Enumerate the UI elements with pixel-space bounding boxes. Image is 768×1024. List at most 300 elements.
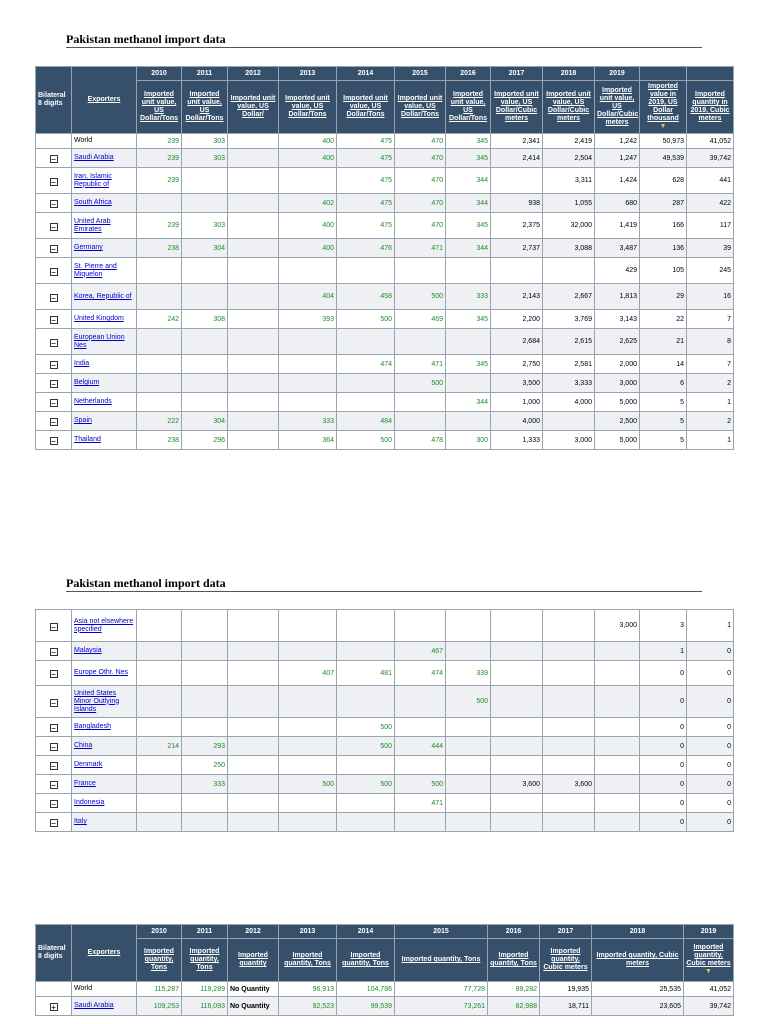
expand-icon[interactable]: − (51, 648, 56, 657)
column-header-label[interactable]: Imported quantity, Tons (284, 952, 331, 967)
exporter-cell[interactable] (72, 610, 137, 642)
value-cell: 303 (182, 149, 228, 168)
value-cell: 3,500 (491, 374, 543, 393)
exporter-link[interactable]: Thailand (74, 436, 101, 443)
column-header[interactable] (228, 939, 279, 982)
exporter-cell[interactable] (72, 310, 137, 329)
exporter-link[interactable]: China (74, 742, 93, 749)
exporter-cell[interactable] (72, 258, 137, 284)
column-header[interactable] (182, 81, 228, 134)
value-cell: 1,813 (595, 284, 640, 310)
value-cell (595, 718, 640, 737)
expand-cell (36, 997, 72, 1016)
value-cell: 458 (337, 284, 395, 310)
value-cell: 2,500 (595, 412, 640, 431)
exporter-link[interactable]: St. Pierre and Miquelon (74, 262, 117, 278)
sort-arrow-icon[interactable]: ▼ (659, 123, 667, 130)
value-cell (337, 642, 395, 661)
exporter-link[interactable]: Saudi Arabia (74, 154, 114, 161)
exporter-link[interactable]: Asia not elsewhere specified (74, 617, 134, 633)
value-cell (228, 610, 279, 642)
year-header: 2014 (337, 67, 395, 81)
expand-cell (36, 374, 72, 393)
expand-cell (36, 686, 72, 718)
value-cell: 481 (337, 661, 395, 686)
expand-icon[interactable]: − (51, 361, 56, 370)
column-header-label[interactable]: Imported unit value, US Dollar/Tons (343, 95, 388, 118)
value-cell: No Quantity (228, 997, 279, 1016)
exporter-link[interactable]: Iran, Islamic Republic of (74, 172, 112, 188)
value-cell: 21 (640, 329, 687, 355)
value-cell (137, 642, 182, 661)
exporter-link[interactable]: Bangladesh (74, 723, 111, 730)
column-header-label[interactable]: Imported unit value, US Dollar/Cubic meters (597, 87, 639, 126)
exporter-link[interactable]: United Kingdom (74, 315, 124, 322)
exporters-header[interactable] (72, 67, 137, 134)
expand-icon[interactable]: − (51, 316, 56, 325)
column-header[interactable] (640, 81, 687, 134)
year-header: 2010 (137, 925, 182, 939)
value-cell: 500 (446, 686, 491, 718)
exporter-cell[interactable] (72, 756, 137, 775)
expand-cell (36, 329, 72, 355)
column-header-label[interactable]: Imported unit value, US Dollar/Tons (285, 95, 330, 118)
column-header-label[interactable]: Imported quantity, Tons (342, 952, 389, 967)
value-cell (491, 661, 543, 686)
value-cell: 444 (395, 737, 446, 756)
exporter-cell[interactable] (72, 642, 137, 661)
expand-cell (36, 756, 72, 775)
value-cell: 29 (640, 284, 687, 310)
value-cell: 476 (337, 239, 395, 258)
value-cell: 32,000 (543, 213, 595, 239)
column-header-label[interactable]: Imported quantity in 2019, Cubic meters (690, 91, 730, 122)
expand-icon[interactable]: − (51, 200, 56, 209)
value-cell (137, 610, 182, 642)
value-cell (337, 756, 395, 775)
value-cell: 345 (446, 310, 491, 329)
value-cell: 475 (337, 134, 395, 149)
column-header[interactable] (592, 939, 684, 982)
value-cell (137, 756, 182, 775)
exporter-cell[interactable] (72, 239, 137, 258)
value-cell: 4,000 (543, 393, 595, 412)
value-cell: 500 (279, 775, 337, 794)
value-cell: 471 (395, 355, 446, 374)
value-cell: 1,242 (595, 134, 640, 149)
value-cell (395, 610, 446, 642)
expand-icon[interactable]: − (51, 177, 56, 187)
value-cell (182, 258, 228, 284)
exporter-cell[interactable] (72, 982, 137, 997)
value-cell: 0 (640, 775, 687, 794)
expand-icon[interactable]: − (51, 399, 56, 408)
value-cell: 92,523 (279, 997, 337, 1016)
value-cell (279, 168, 337, 194)
value-cell: 3,000 (595, 374, 640, 393)
value-cell (543, 661, 595, 686)
value-cell: 500 (395, 284, 446, 310)
expand-icon[interactable]: − (51, 380, 56, 389)
value-cell: 166 (640, 213, 687, 239)
exporter-cell[interactable] (72, 393, 137, 412)
value-cell: 3,487 (595, 239, 640, 258)
exporter-cell[interactable] (72, 794, 137, 813)
value-cell (182, 794, 228, 813)
exporters-header-label[interactable]: Exporters (87, 96, 121, 103)
exporter-link[interactable]: Indonesia (74, 799, 105, 806)
value-cell (279, 610, 337, 642)
column-header-label[interactable]: Imported quantity, Tons (401, 956, 481, 963)
column-header-label[interactable]: Imported quantity, Cubic meters (543, 948, 588, 971)
column-header[interactable] (228, 81, 279, 134)
expand-cell (36, 284, 72, 310)
column-header[interactable] (337, 939, 395, 982)
expand-cell (36, 134, 72, 149)
value-cell (228, 756, 279, 775)
value-cell: 304 (182, 239, 228, 258)
column-header-label[interactable]: Imported unit value, US Dollar/ (230, 95, 276, 118)
value-cell: 500 (337, 431, 395, 450)
value-cell: 2,667 (543, 284, 595, 310)
column-header[interactable] (540, 939, 592, 982)
column-header[interactable] (595, 81, 640, 134)
value-cell: 500 (395, 374, 446, 393)
value-cell: 250 (182, 756, 228, 775)
expand-cell (36, 718, 72, 737)
value-cell (279, 329, 337, 355)
exporter-cell[interactable] (72, 412, 137, 431)
exporter-link[interactable]: Belgium (74, 379, 100, 386)
expand-cell (36, 412, 72, 431)
value-cell: 1,333 (491, 431, 543, 450)
exporter-link[interactable]: Germany (74, 244, 103, 251)
column-header[interactable] (395, 81, 446, 134)
exporter-cell[interactable] (72, 813, 137, 832)
expand-icon[interactable]: − (51, 800, 56, 809)
value-cell: 0 (687, 794, 734, 813)
value-cell (543, 610, 595, 642)
expand-cell (36, 168, 72, 194)
table-row (36, 756, 734, 775)
value-cell (446, 642, 491, 661)
value-cell (543, 718, 595, 737)
value-cell: 339 (446, 661, 491, 686)
expand-icon[interactable]: − (51, 670, 56, 679)
value-cell: 0 (640, 794, 687, 813)
column-header[interactable] (182, 939, 228, 982)
column-header-label[interactable]: Imported unit value, US Dollar/Tons (185, 91, 224, 122)
column-header[interactable] (687, 81, 734, 134)
expand-icon[interactable]: − (51, 622, 56, 632)
exporter-cell[interactable] (72, 194, 137, 213)
exporter-link[interactable]: European Union Nes (74, 333, 125, 349)
value-cell (446, 718, 491, 737)
import-quantity-table (35, 924, 734, 1016)
value-cell: 239 (137, 134, 182, 149)
value-cell: 470 (395, 168, 446, 194)
value-cell: 19,935 (540, 982, 592, 997)
value-cell (337, 686, 395, 718)
title-rule (66, 47, 702, 48)
value-cell (279, 718, 337, 737)
table-row (36, 310, 734, 329)
expand-cell (36, 794, 72, 813)
table-row (36, 239, 734, 258)
value-cell: 308 (182, 310, 228, 329)
column-header[interactable] (279, 939, 337, 982)
value-cell: 3,088 (543, 239, 595, 258)
value-cell: 300 (446, 431, 491, 450)
exporter-cell[interactable] (72, 775, 137, 794)
value-cell: 470 (395, 194, 446, 213)
table-row (36, 718, 734, 737)
value-cell (543, 642, 595, 661)
column-header-label[interactable]: Imported quantity, Tons (490, 952, 537, 967)
exporter-link[interactable]: Netherlands (74, 398, 112, 405)
expand-icon[interactable]: − (51, 418, 56, 427)
expand-icon[interactable]: − (51, 245, 56, 254)
value-cell: 3,311 (543, 168, 595, 194)
value-cell (137, 374, 182, 393)
column-header-label[interactable]: Imported quantity, Tons (189, 948, 220, 971)
expand-icon[interactable]: − (51, 781, 56, 790)
value-cell (228, 329, 279, 355)
year-header: 2013 (279, 67, 337, 81)
value-cell: 4,000 (491, 412, 543, 431)
value-cell: 0 (687, 642, 734, 661)
value-cell: 344 (446, 194, 491, 213)
exporter-link[interactable]: Spain (74, 417, 92, 424)
exporter-link[interactable]: Korea, Republic of (74, 292, 132, 300)
exporter-cell[interactable] (72, 431, 137, 450)
value-cell: 2,200 (491, 310, 543, 329)
value-cell: 136 (640, 239, 687, 258)
value-cell: 474 (337, 355, 395, 374)
value-cell (395, 686, 446, 718)
value-cell: 2,143 (491, 284, 543, 310)
value-cell: 441 (687, 168, 734, 194)
value-cell: 23,605 (592, 997, 684, 1016)
exporter-cell[interactable] (72, 134, 137, 149)
value-cell: 429 (595, 258, 640, 284)
column-header-label[interactable]: Imported unit value, US Dollar/Tons (140, 91, 178, 122)
exporter-cell[interactable] (72, 149, 137, 168)
exporter-name: World (74, 137, 93, 144)
year-header: 2010 (137, 67, 182, 81)
value-cell (137, 329, 182, 355)
value-cell (228, 686, 279, 718)
expand-icon[interactable]: − (51, 155, 56, 164)
value-cell: 475 (337, 168, 395, 194)
value-cell (182, 194, 228, 213)
value-cell: 109,253 (137, 997, 182, 1016)
expand-icon[interactable]: − (51, 293, 56, 303)
value-cell (279, 374, 337, 393)
value-cell (337, 794, 395, 813)
value-cell (182, 718, 228, 737)
year-header-blank (640, 67, 687, 81)
sort-arrow-icon[interactable]: ▼ (705, 968, 712, 975)
value-cell (543, 813, 595, 832)
value-cell: 474 (395, 661, 446, 686)
value-cell: 5 (640, 393, 687, 412)
value-cell: 345 (446, 355, 491, 374)
value-cell (182, 813, 228, 832)
value-cell (228, 661, 279, 686)
exporter-link[interactable]: United States Minor Outlying Islands (74, 689, 120, 713)
expand-cell (36, 737, 72, 756)
exporter-cell[interactable] (72, 374, 137, 393)
title-rule-2 (66, 591, 702, 592)
exporter-link[interactable]: Saudi Arabia (74, 1002, 114, 1009)
exporter-cell[interactable] (72, 329, 137, 355)
value-cell (543, 412, 595, 431)
value-cell (395, 393, 446, 412)
value-cell (228, 374, 279, 393)
exporter-cell[interactable] (72, 686, 137, 718)
value-cell (137, 393, 182, 412)
expand-icon[interactable]: − (51, 338, 56, 348)
exporter-link[interactable]: Italy (74, 818, 87, 825)
exporter-link[interactable]: Denmark (74, 761, 103, 768)
value-cell (446, 794, 491, 813)
column-header[interactable] (337, 81, 395, 134)
bilateral-header: Bilateral 8 digits (36, 925, 72, 982)
value-cell: 2,684 (491, 329, 543, 355)
column-header[interactable] (488, 939, 540, 982)
expand-icon[interactable]: − (51, 698, 56, 708)
column-header-label[interactable]: Imported unit value, US Dollar/Tons (449, 91, 487, 122)
expand-icon[interactable]: − (51, 222, 56, 232)
table-row (36, 374, 734, 393)
expand-cell (36, 355, 72, 374)
column-header[interactable] (137, 81, 182, 134)
table-row (36, 194, 734, 213)
expand-icon[interactable]: − (51, 437, 56, 446)
value-cell (543, 686, 595, 718)
value-cell (182, 642, 228, 661)
exporter-link[interactable]: United Arab Emirates (74, 217, 111, 233)
year-header: 2015 (395, 925, 488, 939)
column-header-label[interactable]: Imported unit value, US Dollar/Cubic meters (546, 91, 591, 122)
column-header-label[interactable]: Imported unit value, US Dollar/Cubic meters (494, 91, 539, 122)
value-cell: 500 (337, 718, 395, 737)
value-cell: 0 (640, 686, 687, 718)
expand-icon[interactable]: − (51, 267, 56, 277)
value-cell: 3,769 (543, 310, 595, 329)
exporter-cell[interactable] (72, 168, 137, 194)
value-cell: 5,000 (595, 431, 640, 450)
table-row (36, 642, 734, 661)
table-row (36, 258, 734, 284)
column-header-label[interactable]: Imported quantity, Cubic meters (596, 952, 679, 967)
exporter-cell[interactable] (72, 284, 137, 310)
value-cell: 500 (395, 775, 446, 794)
year-header: 2016 (488, 925, 540, 939)
value-cell: 475 (337, 194, 395, 213)
value-cell: 2,375 (491, 213, 543, 239)
expand-cell (36, 775, 72, 794)
exporter-cell[interactable] (72, 661, 137, 686)
value-cell (228, 258, 279, 284)
value-cell (279, 794, 337, 813)
value-cell (395, 412, 446, 431)
exporter-link[interactable]: France (74, 780, 96, 787)
column-header-label[interactable]: Imported unit value, US Dollar/Tons (397, 95, 443, 118)
table-row (36, 661, 734, 686)
exporters-header[interactable] (72, 925, 137, 982)
exporter-cell[interactable] (72, 213, 137, 239)
value-cell (228, 284, 279, 310)
value-cell: 2 (687, 412, 734, 431)
column-header-label[interactable]: Imported quantity (238, 952, 268, 967)
expand-icon[interactable]: − (51, 762, 56, 771)
column-header[interactable] (395, 939, 488, 982)
value-cell: No Quantity (228, 982, 279, 997)
value-cell: 222 (137, 412, 182, 431)
value-cell (543, 756, 595, 775)
column-header[interactable] (543, 81, 595, 134)
expand-icon[interactable]: − (51, 819, 56, 828)
column-header[interactable] (491, 81, 543, 134)
column-header[interactable] (137, 939, 182, 982)
value-cell (337, 610, 395, 642)
column-header[interactable] (684, 939, 734, 982)
table-row (36, 412, 734, 431)
value-cell (228, 431, 279, 450)
table-row (36, 149, 734, 168)
value-cell (337, 813, 395, 832)
exporter-cell[interactable] (72, 355, 137, 374)
expand-icon[interactable]: − (51, 724, 56, 733)
exporter-cell[interactable] (72, 997, 137, 1016)
value-cell (279, 258, 337, 284)
value-cell (137, 284, 182, 310)
expand-cell (36, 258, 72, 284)
value-cell (595, 794, 640, 813)
value-cell: 16 (687, 284, 734, 310)
exporter-link[interactable]: Malaysia (74, 647, 102, 654)
value-cell: 469 (395, 310, 446, 329)
value-cell: 467 (395, 642, 446, 661)
exporter-link[interactable]: South Africa (74, 199, 112, 206)
exporter-link[interactable]: India (74, 360, 90, 367)
column-header-label[interactable]: Imported quantity, Tons (144, 948, 174, 971)
exporter-cell[interactable] (72, 718, 137, 737)
value-cell (446, 610, 491, 642)
table-row (36, 431, 734, 450)
value-cell: 0 (687, 737, 734, 756)
value-cell: 14 (640, 355, 687, 374)
import-data-table (35, 66, 734, 450)
column-header[interactable] (446, 81, 491, 134)
column-header-label[interactable]: Imported value in 2019, US Dollar thousand (647, 83, 679, 122)
expand-icon[interactable]: − (51, 743, 56, 752)
value-cell: 296 (182, 431, 228, 450)
value-cell: 5,000 (595, 393, 640, 412)
table-row (36, 329, 734, 355)
exporters-header-label[interactable]: Exporters (87, 949, 121, 956)
year-header: 2013 (279, 925, 337, 939)
value-cell: 41,052 (687, 134, 734, 149)
exporter-cell[interactable] (72, 737, 137, 756)
year-header: 2011 (182, 67, 228, 81)
exporter-link[interactable]: Europe Othr. Nes (74, 669, 129, 676)
column-header-label[interactable]: Imported quantity, Cubic meters (686, 944, 731, 967)
expand-icon[interactable]: + (51, 1003, 56, 1012)
column-header[interactable] (279, 81, 337, 134)
